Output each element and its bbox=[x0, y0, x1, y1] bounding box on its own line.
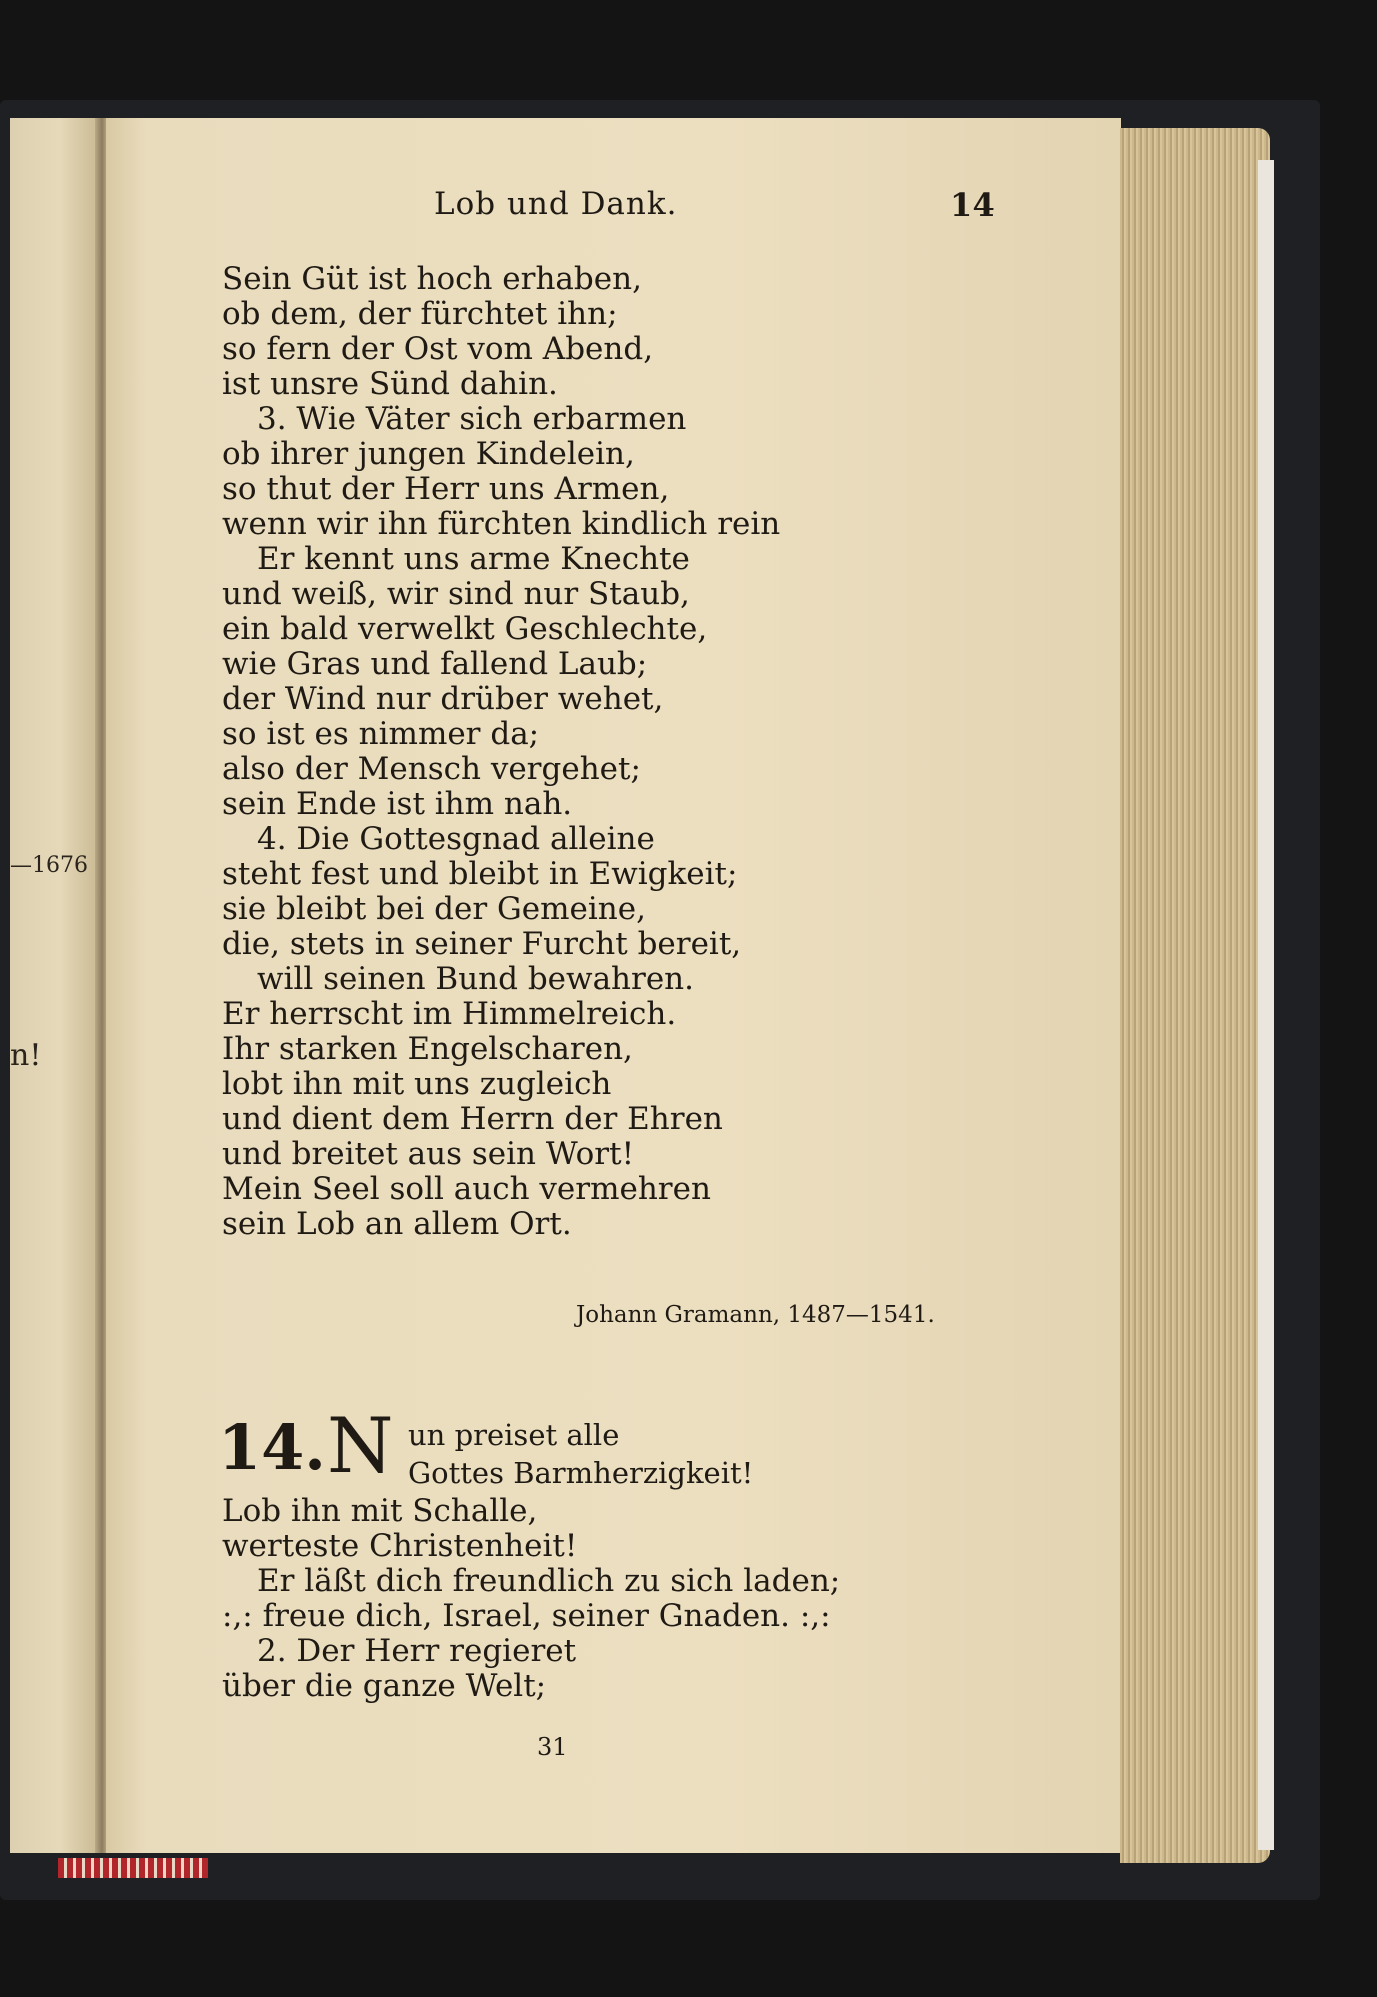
hymn14-line: über die ganze Welt; bbox=[222, 1668, 547, 1704]
hymn-first-line: un preiset alle bbox=[408, 1418, 620, 1452]
verse-line: ist unsre Sünd dahin. bbox=[222, 366, 558, 402]
verse-line: der Wind nur drüber wehet, bbox=[222, 681, 664, 717]
verse-line: ein bald verwelkt Geschlechte, bbox=[222, 611, 708, 647]
verse-line: sie bleibt bei der Gemeine, bbox=[222, 891, 646, 927]
page-edges-highlight bbox=[1258, 160, 1274, 1850]
drop-initial: N bbox=[327, 1401, 394, 1490]
verse-line: also der Mensch vergehet; bbox=[222, 751, 641, 787]
verse-line: Er herrscht im Himmelreich. bbox=[222, 996, 677, 1032]
verse-line: ob ihrer jungen Kindelein, bbox=[222, 436, 635, 472]
left-page bbox=[10, 118, 100, 1853]
verse-line: 4. Die Gottesgnad alleine bbox=[257, 821, 655, 857]
verse-line: so ist es nimmer da; bbox=[222, 716, 540, 752]
red-headband bbox=[58, 1858, 208, 1878]
page-edges bbox=[1120, 128, 1270, 1863]
verse-line: so fern der Ost vom Abend, bbox=[222, 331, 654, 367]
verse-line: will seinen Bund bewahren. bbox=[257, 961, 694, 997]
verse-line: sein Ende ist ihm nah. bbox=[222, 786, 573, 822]
verse-line: wie Gras und fallend Laub; bbox=[222, 646, 648, 682]
verse-line: Er kennt uns arme Knechte bbox=[257, 541, 690, 577]
verse-line: so thut der Herr uns Armen, bbox=[222, 471, 670, 507]
hymn14-line: Lob ihn mit Schalle, bbox=[222, 1493, 538, 1529]
verse-line: lobt ihn mit uns zugleich bbox=[222, 1066, 612, 1102]
verse-line: ob dem, der fürchtet ihn; bbox=[222, 296, 618, 332]
verse-line: und weiß, wir sind nur Staub, bbox=[222, 576, 690, 612]
hymn14-block bbox=[222, 1493, 840, 1703]
verse-line: wenn wir ihn fürchten kindlich rein bbox=[222, 506, 781, 542]
verse-line: steht fest und bleibt in Ewigkeit; bbox=[222, 856, 738, 892]
verse-block bbox=[222, 262, 780, 1242]
verse-line: Sein Güt ist hoch erhaben, bbox=[222, 261, 642, 297]
verse-line: und dient dem Herrn der Ehren bbox=[222, 1101, 723, 1137]
verse-line: die, stets in seiner Furcht bereit, bbox=[222, 926, 742, 962]
page-number: 31 bbox=[537, 1733, 568, 1761]
attribution: Johann Gramann, 1487—1541. bbox=[576, 1302, 935, 1328]
running-head: Lob und Dank. bbox=[434, 186, 678, 222]
page-section-number: 14 bbox=[950, 186, 995, 224]
hymn14-line: Er läßt dich freundlich zu sich laden; bbox=[257, 1563, 841, 1599]
hymn-number: 14. bbox=[218, 1411, 326, 1484]
hymn14-line: werteste Christenheit! bbox=[222, 1528, 578, 1564]
verse-line: 3. Wie Väter sich erbarmen bbox=[257, 401, 687, 437]
left-page-exclamation-fragment: n! bbox=[10, 1038, 42, 1073]
left-page-year-fragment: —1676 bbox=[10, 853, 88, 878]
verse-line: und breitet aus sein Wort! bbox=[222, 1136, 635, 1172]
verse-line: sein Lob an allem Ort. bbox=[222, 1206, 572, 1242]
hymn14-line: 2. Der Herr regieret bbox=[257, 1633, 577, 1669]
verse-line: Ihr starken Engelscharen, bbox=[222, 1031, 633, 1067]
verse-line: Mein Seel soll auch vermehren bbox=[222, 1171, 711, 1207]
hymn-second-line: Gottes Barmherzigkeit! bbox=[408, 1456, 754, 1490]
hymn14-line: :,: freue dich, Israel, seiner Gnaden. :,: bbox=[222, 1598, 831, 1634]
